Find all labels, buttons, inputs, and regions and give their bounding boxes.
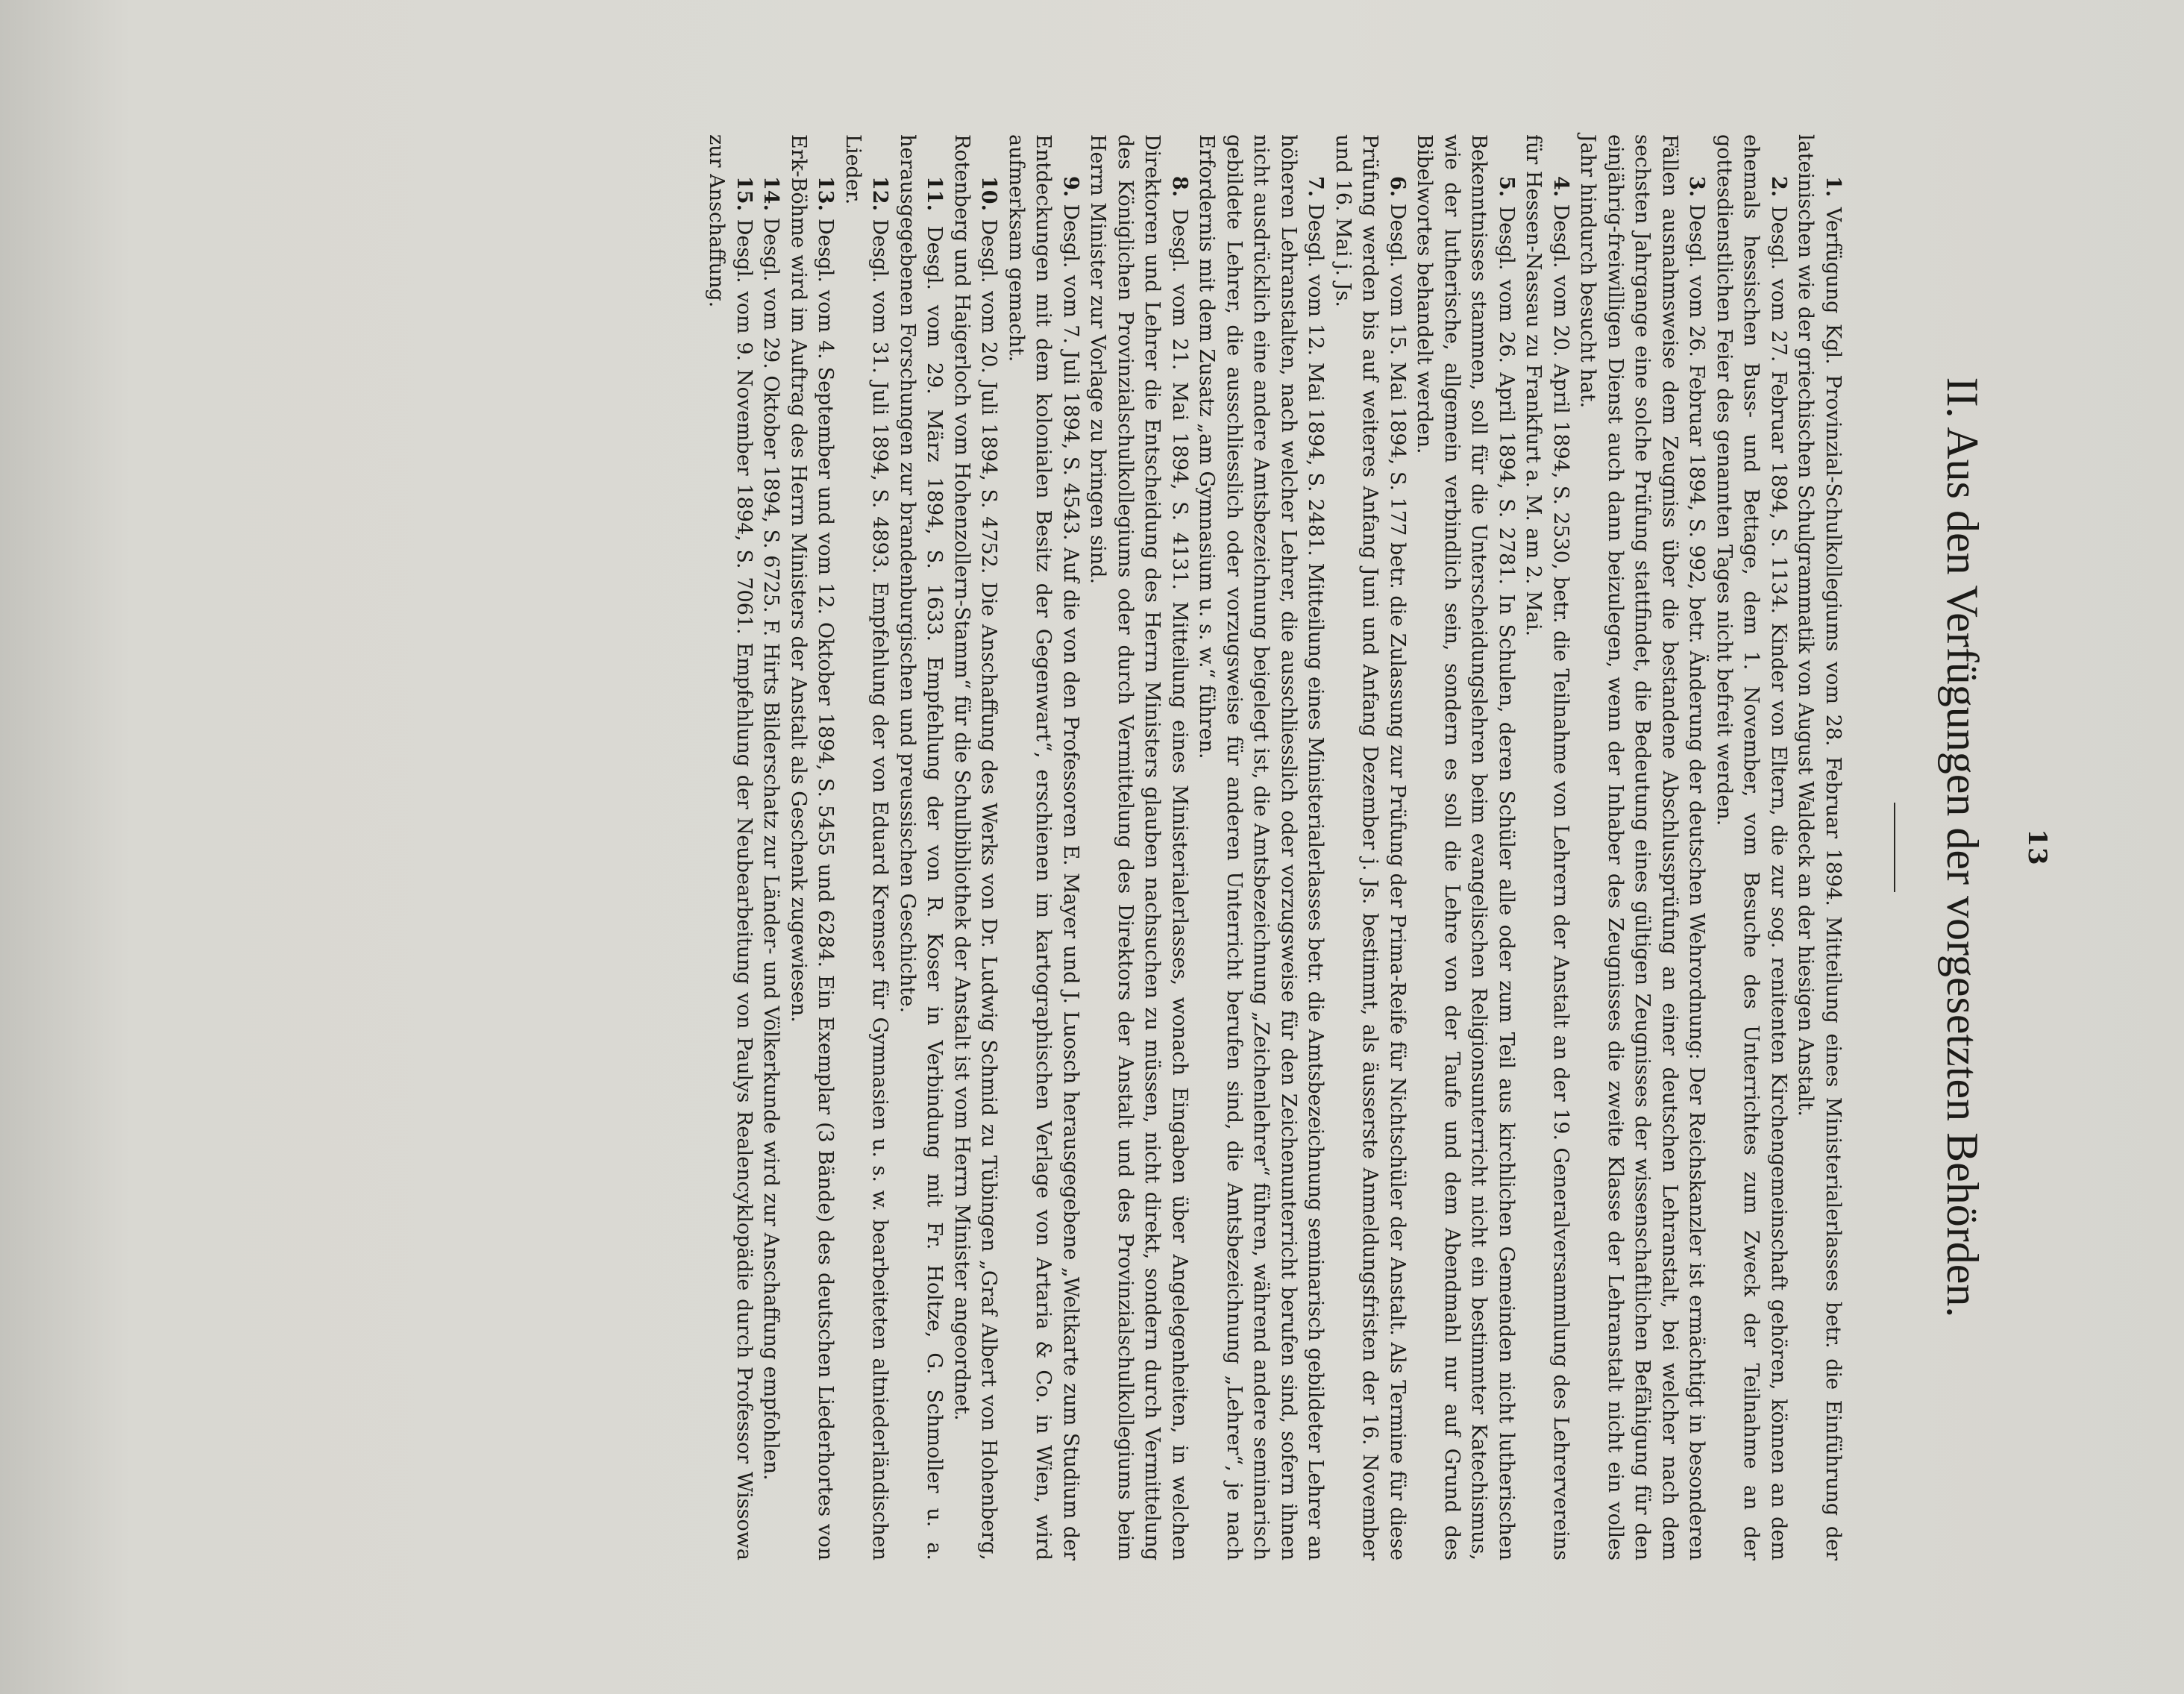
list-item: [1710, 134, 1792, 1560]
list-item: [703, 134, 757, 1560]
item-text: Desgl. vom 20. Juli 1894, S. 4752. Die Anschaffung des Werks von Dr. Ludwig Schmid zu Tübingen „Graf Albert von Hohenberg, Rotenberg und Haigerloch vom Hohenzollern-Stamm“ für die Schulbibliothek der Anstalt ist vom Herrn Minister angeordnet.: [950, 134, 1001, 1560]
item-number: 15.: [732, 176, 756, 211]
list-item: [1410, 134, 1519, 1560]
rotated-page-content: [142, 81, 2073, 1614]
item-text: Desgl. vom 26. April 1894, S. 2781. In Schulen, deren Schüler alle oder zum Teil aus kirchlichen Gemeinden nicht lutherischen Bekenntnisses stammen, soll für die Unterscheidungslehren beim evangelischen Religionsunterricht nicht ein bestimmter Katechismus, wie der lutherische, allgemein verbindlich sein, sondern es soll die Lehre von der Taufe und dem Abendmahl nur auf Grund des Bibelwortes behandelt werden.: [1413, 134, 1518, 1560]
item-number: 14.: [759, 176, 783, 211]
section-title: II. Aus den Verfügungen der vorgesetzten Behörden.: [1938, 377, 1987, 1318]
item-text: Desgl. vom 12. Mai 1894, S. 2481. Mitteilung eines Ministerialerlasses betr. die Amtsbezeichnung seminarisch gebildeter Lehrer an höheren Lehranstalten, nach welcher Lehrer, die ausschliesslich oder vorzugsweise für den Zeichenunterricht berufen sind, sofern ihnen nicht ausdrücklich eine andere Amtsbezeichnung beigelegt ist, die Amtsbezeichnung „Zeichenlehrer“ führen, während andere seminarisch gebildete Lehrer, die ausschliesslich oder vorzugsweise für anderen Unterricht berufen sind, die Amtsbezeichnung „Lehrer“, je nach Erfordernis mit dem Zusatz „am Gymnasium u. s. w.“ führen.: [1195, 134, 1328, 1560]
item-text: Desgl. vom 31. Juli 1894, S. 4893. Empfehlung der von Eduard Kremser für Gymnasien u. s. w. bearbeiteten altniederländischen Lieder.: [841, 134, 892, 1560]
title-divider: [1894, 803, 1895, 892]
page-number: 13: [2022, 829, 2052, 866]
item-number: 11.: [923, 176, 947, 211]
list-item: [948, 134, 1002, 1560]
item-number: 6.: [1386, 176, 1409, 198]
list-item: [785, 134, 839, 1560]
item-text: Desgl. vom 20. April 1894, S. 2530, betr. die Teilnahme von Lehrern der Anstalt an der 19. Generalversammlung des Lehrervereins für Hessen-Nassau zu Frankfurt a. M. am 2. Mai.: [1522, 134, 1572, 1560]
item-number: 9.: [1059, 176, 1082, 198]
item-text: Desgl. vom 27. Februar 1894, S. 1134. Kinder von Eltern, die zur sog. renitenten Kirchengemeinschaft gehören, können an dem ehemals hessischen Buss- und Bettage, dem 1. November, vom Besuche des Unterrichtes zum Zweck der Teilnahme an der gottesdienstlichen Feier des genannten Tages nicht befreit werden.: [1713, 134, 1790, 1560]
list-item: [757, 134, 785, 1560]
list-item: [1329, 134, 1411, 1560]
list-item: [1519, 134, 1574, 1560]
list-item: [1792, 134, 1846, 1560]
list-item: [1574, 134, 1710, 1560]
item-text: Desgl. vom 4. September und vom 12. Oktober 1894, S. 5455 und 6284. Ein Exemplar (3 Bände) des deutschen Liederhortes von Erk-Böhme wird im Auftrag des Herrn Ministers der Anstalt als Geschenk zugewiesen.: [787, 134, 838, 1560]
item-text: Verfügung Kgl. Provinzial-Schulkollegiums vom 28. Februar 1894. Mitteilung eines Ministerialerlasses betr. die Einführung der lateinischen wie der griechischen Schulgrammatik von August Waldeck an der hiesigen Anstalt.: [1794, 134, 1845, 1560]
list-item: [1084, 134, 1193, 1560]
list-item: [894, 134, 948, 1560]
item-number: 12.: [868, 176, 892, 211]
item-number: 3.: [1685, 176, 1709, 198]
item-text: Desgl. vom 7. Juli 1894, S. 4543. Auf die von den Professoren E. Mayer und J. Luosch herausgegebene „Weltkarte zum Studium der Entdeckungen mit dem kolonialen Besitz der Gegenwart“, erschienen im kartographischen Verlage von Artaria & Co. in Wien, wird aufmerksam gemacht.: [1005, 134, 1082, 1560]
list-item: [1002, 134, 1085, 1560]
item-text: Desgl. vom 26. Februar 1894, S. 992, betr. Änderung der deutschen Wehrordnung: Der Reichskanzler ist ermächtigt in besonderen Fällen ausnahmsweise dem Zeugniss über die bestandene Abschlussprüfung an einer deutschen Lehranstalt, bei welcher nach dem sechsten Jahrgange eine solche Prüfung stattfindet, die Bedeutung eines gültigen Zeugnisses der wissenschaftlichen Befähigung für den einjährig-freiwilligen Dienst auch dann beizulegen, wenn der Inhaber des Zeugnisses die zweite Klasse der Lehranstalt nicht ein volles Jahr hindurch besucht hat.: [1576, 134, 1709, 1560]
item-number: 5.: [1495, 176, 1518, 198]
item-number: 2.: [1767, 176, 1790, 198]
item-text: Desgl. vom 29. März 1894, S. 1633. Empfehlung der von R. Koser in Verbindung mit Fr. Holtze, G. Schmoller u. a. herausgegebenen Forschungen zur brandenburgischen und preussischen Geschichte.: [896, 134, 947, 1560]
ordinance-list: [703, 134, 1846, 1560]
item-number: 4.: [1549, 176, 1572, 198]
item-text: Desgl. vom 21. Mai 1894, S. 4131. Mitteilung eines Ministerialerlasses, wonach Eingaben über Angelegenheiten, in welchen Direktoren und Lehrer die Entscheidung des Herrn Ministers glauben nachsuchen zu müssen, nicht direkt, sondern durch Vermittelung des Königlichen Provinzialschulkollegiums oder durch Vermittelung des Direktors der Anstalt und des Provinzialschulkollegiums beim Herrn Minister zur Vorlage zu bringen sind.: [1086, 134, 1191, 1560]
item-number: 8.: [1168, 176, 1191, 198]
item-number: 13.: [814, 176, 838, 211]
item-text: Desgl. vom 29. Oktober 1894, S. 6725. F. Hirts Bilderschatz zur Länder- und Völkerkunde wird zur Anschaffung empfohlen.: [759, 217, 783, 1481]
item-number: 1.: [1821, 176, 1845, 198]
item-number: 10.: [977, 176, 1001, 211]
item-text: Desgl. vom 15. Mai 1894, S. 177 betr. die Zulassung zur Prüfung der Prima-Reife für Nichtschüler der Anstalt. Als Termine für diese Prüfung werden bis auf weiteres Anfang Juni und Anfang Dezember j. Js. bestimmt, als äusserste Anmeldungsfristen der 16. November und 16. Mai j. Js.: [1331, 134, 1409, 1560]
item-number: 7.: [1304, 176, 1328, 198]
item-text: Desgl. vom 9. November 1894, S. 7061. Empfehlung der Neubearbeitung von Paulys Realencyklopädie durch Professor Wissowa zur Anschaffung.: [705, 134, 756, 1560]
list-item: [1193, 134, 1329, 1560]
list-item: [839, 134, 894, 1560]
